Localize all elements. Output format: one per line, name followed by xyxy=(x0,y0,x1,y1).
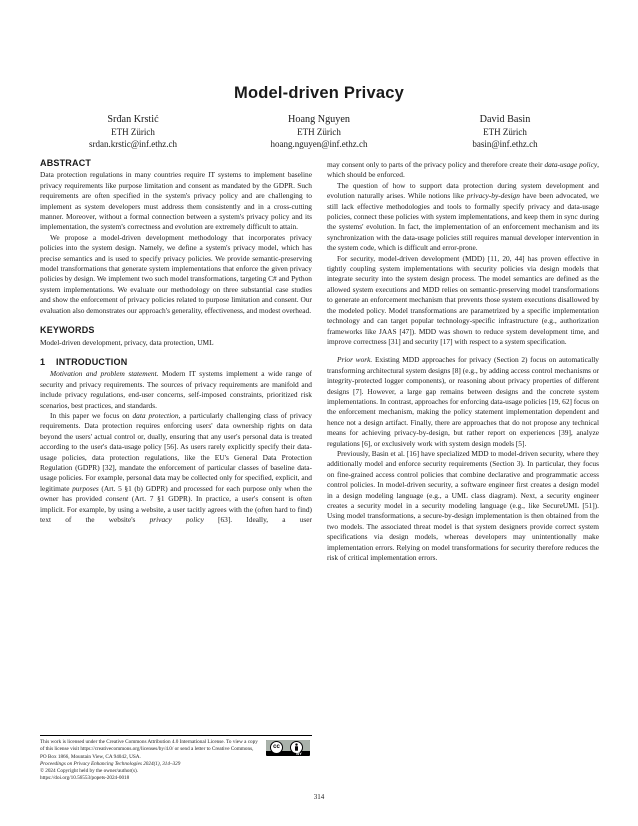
author-email: hoang.nguyen@inf.ethz.ch xyxy=(270,139,368,149)
license-footnote xyxy=(40,735,312,783)
author-2 xyxy=(226,113,412,150)
author-email: srdan.krstic@inf.ethz.ch xyxy=(88,139,177,149)
journal-citation: Proceedings on Privacy Enhancing Technologies 2024(1), 314–329 xyxy=(40,760,181,767)
body-paragraph: Previously, Basin et al. [16] have specialized MDD to model-driven security, where they additionally model and enforce security requirements (Section 3). In particular, they focus on fine-grained access control policies that combine declarative and programmatic access control policies. In model-driven security, a software engineer first creates a design model in a design modeling language (e.g., a UML class diagram). Next, a security engineer creates a security model in a security modeling language (e.g., like SecureUML [51]). Using model transformations, a secure-by-design implementation is then obtained from the two models. The associated threat model is that system designers provide correct system specifications via design models, whereas developers may unintentionally make implementation errors. Relying on model transformations for security therefore reduces the risk of critical implementation errors. xyxy=(327,448,599,563)
body-paragraph: may consent only to parts of the privacy policy and therefore create their data-usage policy, which should be enforced. xyxy=(327,160,599,180)
abstract-paragraph-1: Data protection regulations in many countries require IT systems to implement baseline privacy requirements like purpose limitation and consent as mandated by the GDPR. Such requirements are often specified in the system's privacy policy and are challenging to implement as system developers must address them consistently and in a cross-cutting manner. Moreover, without a formal connection between a system's privacy policy and its implementation, the system's correctness and evolution are extremely difficult to attain. xyxy=(40,170,312,232)
intro-paragraph-2: In this paper we focus on data protection, a particularly challenging class of privacy requirements. Data protection requires enforcing users' data ownership rights on data beyond the users' actual control or, dually, ensuring that any user's personal data is treated according to the user's data-usage policy [56]. As users rarely explicitly specify their data-usage policies, data protection regulations, like the EU's General Data Protection Regulation (GDPR) [32], mandate the enforcement of particular classes of baseline data-usage policies. For example, personal data may be collected only for specified, explicit, and legitimate purposes (Art. 5 §1 (b) GDPR) and processed for each purpose only when the owner has provided consent (Art. 7 §1 GDPR). In practice, a user's consent is often implicit. For example, by using a website, a user tacitly agrees with the (often hard to find) text of the website's privacy policy [63]. Ideally, a user xyxy=(40,410,313,524)
by-label: BY xyxy=(296,751,302,756)
author-affiliation: ETH Zürich xyxy=(297,127,341,137)
intro-paragraph-1: Motivation and problem statement. Modern IT systems implement a wide range of security and privacy requirements. The sources of privacy requirements are manifold and include privacy regulations, end-user concerns, self-imposed constraints, prioritized risk scenarios, best practices, and standards. xyxy=(40,369,312,410)
introduction-heading xyxy=(40,357,312,367)
left-column xyxy=(40,158,312,525)
prior-work-paragraph: Prior work. Existing MDD approaches for privacy (Section 2) focus on automatically transforming architectural system designs [8] (e.g., by adding access control mechanisms or integrity-protected logger components), or reasoning about privacy properties of different designs [7]. However, a large gap remains between designs and the concrete system implementations. In contrast, approaches for enforcing data-usage policies [19, 62] focus on the enforcement mechanism, making the policy statement implementation dependent and hence not a design artifact. Finally, there are approaches that do not propose any technical means for achieving privacy-by-design, but rather report on experiences [39], analyze regulations [6], or exclusively work with system design models [5]. xyxy=(327,355,599,448)
author-email: basin@inf.ethz.ch xyxy=(472,139,538,149)
run-in-heading: Prior work. xyxy=(337,355,373,365)
abstract-paragraph-2: We propose a model-driven development methodology that incorporates privacy policies into the system design. Namely, we define a system's privacy model, which has precise semantics and is used to specify privacy policies. We provide semantic-preserving model transformations that generate system implementations that enforce the given privacy policies by design. We implement two such model transformations, targeting C# and Python system implementations. We evaluate our methodology on three substantial case studies and show the enforcement of privacy policies related to purpose limitation and consent. Our evaluation also demonstrates our approach's generality, effectiveness, and modest overhead. xyxy=(40,232,312,315)
author-affiliation: ETH Zürich xyxy=(483,127,527,137)
right-column xyxy=(327,160,599,563)
section-title: INTRODUCTION xyxy=(56,356,128,367)
cc-by-license-icon[interactable] xyxy=(266,740,310,756)
author-block xyxy=(40,113,598,150)
keywords-heading: KEYWORDS xyxy=(40,325,95,336)
abstract-heading: ABSTRACT xyxy=(40,158,92,168)
doi-link[interactable]: https://doi.org/10.56553/popets-2024-0018 xyxy=(40,775,130,782)
author-name: Srđan Krstić xyxy=(107,114,159,125)
license-text: This work is licensed under the Creative Commons Attribution 4.0 International License. To view a copy of this license visit https://creativecommons.org/licenses/by/4.0/ or send a letter to Creative Commons, PO Box 1866, Mountain View, CA 94042, USA. xyxy=(40,739,258,760)
keywords-text: Model-driven development, privacy, data protection, UML xyxy=(40,337,214,347)
body-paragraph: The question of how to support data protection during system development and evolution naturally arises. While notions like privacy-by-design have been advocated, we still lack effective methodologies and tools to formally specify privacy and data-usage policies, connect these policies with system implementations, and keep them in sync during the systems' evolution. In fact, the implementation of an enforcement mechanism and its synchronization with the data-usage policies still requires manual developer intervention in the system code, which is difficult and error-prone. xyxy=(327,180,599,253)
body-paragraph: For security, model-driven development (MDD) [11, 20, 44] has proven effective in tightly coupling system implementations with security policies via design models that integrate security into the system design process. The model semantics are defined as the allowed system executions and MDD relies on semantic-preserving model transformations to generate an enforcement mechanism that prevents those system executions disallowed by the modeled policy. Model transformations are parametrized by a specific implementation technology and can target popular technology-specific infrastructure (e.g., authorization frameworks like JAAS [47]). MDD was shown to reduce system development time, and improve correctness [31] and security [17] with respect to a system specification. xyxy=(327,253,599,346)
author-affiliation: ETH Zürich xyxy=(111,127,155,137)
run-in-heading: Motivation and problem statement. xyxy=(50,369,159,379)
cc-icon: cc xyxy=(270,741,283,754)
page-number: 314 xyxy=(313,793,325,801)
author-name: Hoang Nguyen xyxy=(288,114,350,125)
author-3 xyxy=(412,113,598,150)
section-number: 1 xyxy=(40,356,46,367)
author-name: David Basin xyxy=(479,114,531,125)
copyright-notice: © 2024 Copyright held by the owner/author(s). xyxy=(40,768,139,775)
author-1 xyxy=(40,113,226,150)
paper-title: Model-driven Privacy xyxy=(234,84,404,102)
